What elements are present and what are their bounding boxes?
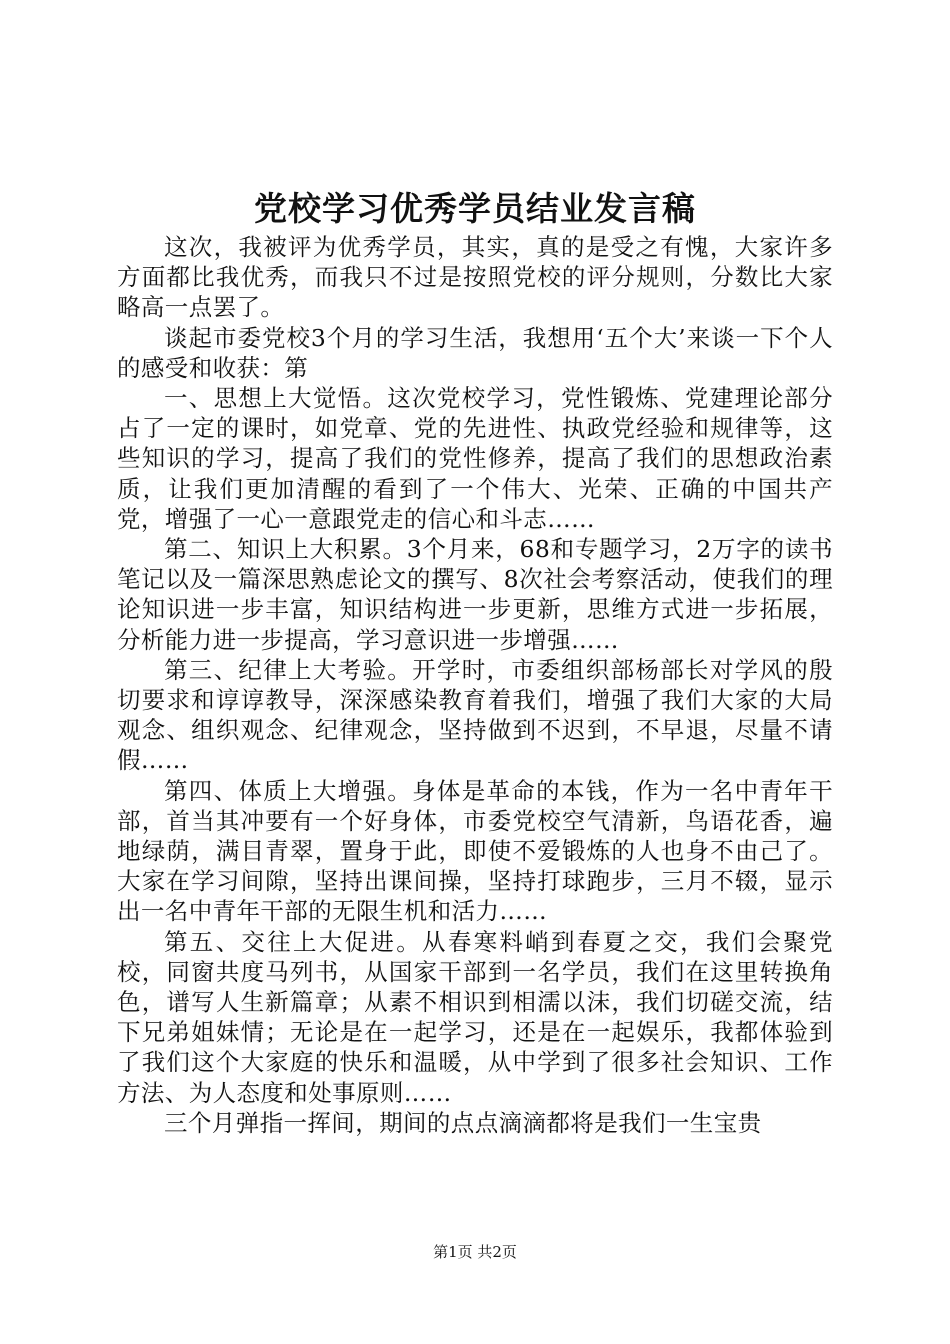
- page-footer: 第1页 共2页: [433, 1243, 517, 1261]
- paragraph-3: 一、思想上大觉悟。这次党校学习，党性锻炼、党建理论部分占了一定的课时，如党章、党的先进性、执政党经验和规律等，这些知识的学习，提高了我们的党性修养，提高了我们的思想政治素质，让我们更加清醒的看到了一个伟大、光荣、正确的中国共产党，增强了一心一意跟党走的信心和斗志……: [117, 384, 833, 533]
- document-body: [117, 232, 833, 1138]
- paragraph-7: 第五、交往上大促进。从春寒料峭到春夏之交，我们会聚党校，同窗共度马列书，从国家干部到一名学员，我们在这里转换角色，谱写人生新篇章；从素不相识到相濡以沫，我们切磋交流，结下兄弟姐妹情；无论是在一起学习，还是在一起娱乐，我都体验到了我们这个大家庭的快乐和温暖，从中学到了很多社会知识、工作方法、为人态度和处事原则……: [117, 927, 833, 1107]
- document-title: 党校学习优秀学员结业发言稿: [254, 189, 696, 228]
- paragraph-8: 三个月弹指一挥间，期间的点点滴滴都将是我们一生宝贵: [164, 1108, 762, 1137]
- paragraph-5: 第三、纪律上大考验。开学时，市委组织部杨部长对学风的殷切要求和谆谆教导，深深感染教育着我们，增强了我们大家的大局观念、组织观念、纪律观念，坚持做到不迟到，不早退，尽量不请假……: [117, 655, 833, 775]
- paragraph-6: 第四、体质上大增强。身体是革命的本钱，作为一名中青年干部，首当其冲要有一个好身体，市委党校空气清新，鸟语花香，遍地绿荫，满目青翠，置身于此，即使不爱锻炼的人也身不由己了。大家在学习间隙，坚持出课间操，坚持打球跑步，三月不辍，显示出一名中青年干部的无限生机和活力……: [117, 776, 833, 926]
- paragraph-1: 这次，我被评为优秀学员，其实，真的是受之有愧，大家许多方面都比我优秀，而我只不过是按照党校的评分规则，分数比大家略高一点罢了。: [117, 233, 833, 322]
- paragraph-2: 谈起市委党校3个月的学习生活，我想用‘五个大’来谈一下个人的感受和收获：第: [117, 323, 833, 382]
- paragraph-4: 第二、知识上大积累。3个月来，68和专题学习，2万字的读书笔记以及一篇深思熟虑论文的撰写、8次社会考察活动，使我们的理论知识进一步丰富，知识结构进一步更新，思维方式进一步拓展，分析能力进一步提高，学习意识进一步增强……: [117, 535, 833, 654]
